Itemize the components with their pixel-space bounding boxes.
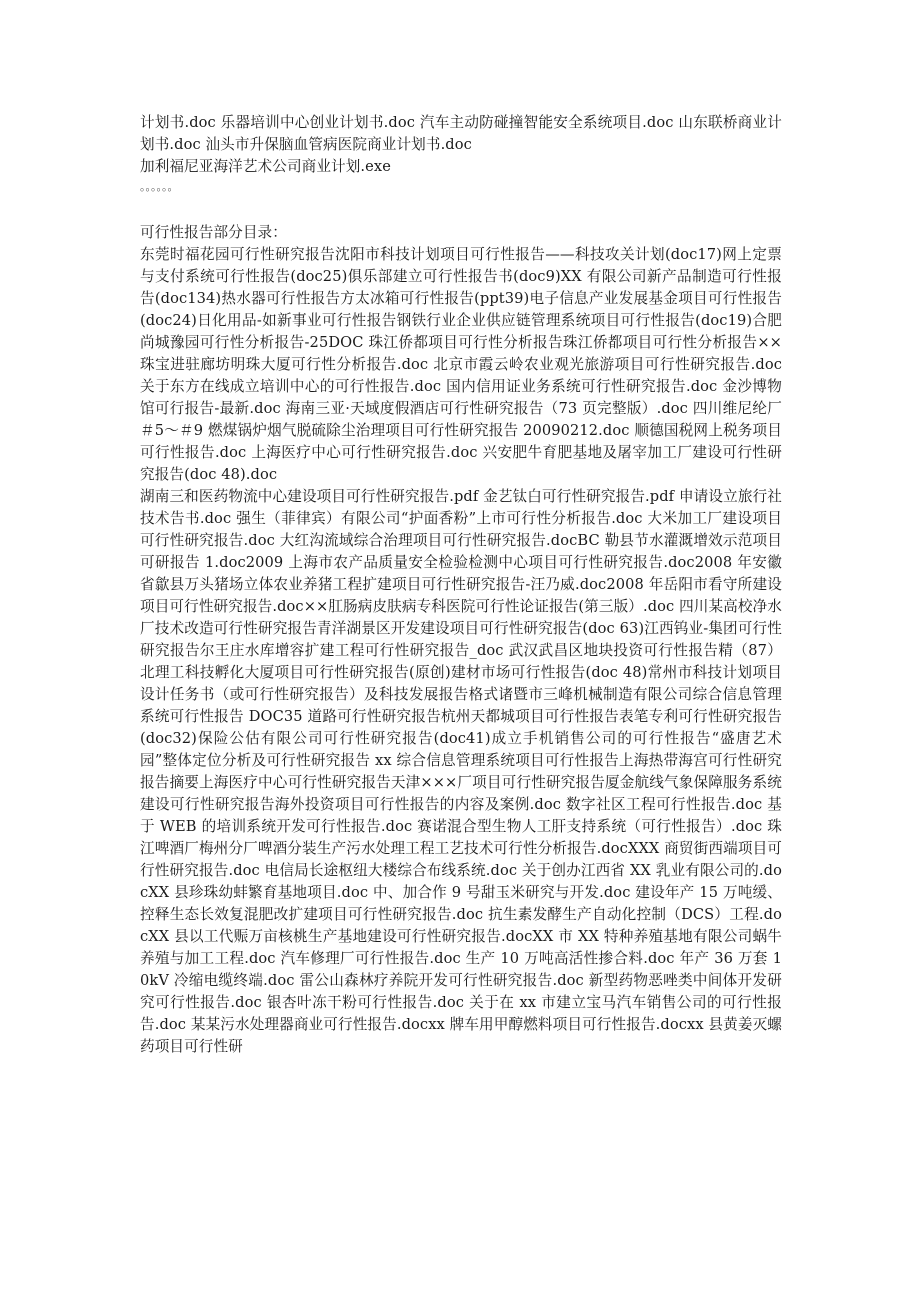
feasibility-report-list-2: 湖南三和医药物流中心建设项目可行性研究报告.pdf 金艺钛白可行性研究报告.pdf 申请设立旅行社技术告书.doc 强生（菲律宾）有限公司“护面香粉”上市可行性分析报告.doc 大米加工厂建设项目可行性研究报告.doc 大红沟流域综合治理项目可行性研究报告.docBC 勒县节水灌溉增效示范项目可研报告 1.doc2009 上海市农产品质量安全检验检测中心项目可行性研究报告.doc2008 年安徽省歙县万头猪场立体农业养猪工程扩建项目可行性研究报告-汪乃威.doc2008 年岳阳市看守所建设项目可行性研究报告.doc××肛肠病皮肤病专科医院可行性论证报告(第三版）.doc 四川某高校净水厂技术改造可行性研究报告青洋湖景区开发建设项目可行性研究报告(doc 63)江西钨业-集团可行性研究报告尔王庄水库增容扩建工程可行性研究报告_doc 武汉武昌区地块投资可行性报告精（87）北理工科技孵化大厦项目可行性研究报告(原创)建材市场可行性报告(doc 48)常州市科技计划项目设计任务书（或可行性研究报告）及科技发展报告格式诸暨市三峰机械制造有限公司综合信息管理系统可行性报告 DOC35 道路可行性研究报告杭州天都城项目可行性报告表笔专利可行性研究报告(doc32)保险公估有限公司可行性研究报告(doc41)成立手机销售公司的可行性报告“盛唐艺术园”整体定位分析及可行性研究报告 xx 综合信息管理系统项目可行性报告上海热带海宫可行性研究报告摘要上海医疗中心可行性研究报告天津×××厂项目可行性研究报告厦金航线气象保障服务系统建设可行性研究报告海外投资项目可行性报告的内容及案例.doc 数字社区工程可行性报告.doc 基于 WEB 的培训系统开发可行性报告.doc 赛诺混合型生物人工肝支持系统（可行性报告）.doc 珠江啤酒厂梅州分厂啤酒分装生产污水处理工程工艺技术可行性分析报告.docXXX 商贸街西端项目可行性研究报告.doc 电信局长途枢纽大楼综合布线系统.doc 关于创办江西省 XX 乳业有限公司的.docXX 县珍珠幼蚌繁育基地项目.doc 中、加合作 9 号甜玉米研究与开发.doc 建设年产 15 万吨缓、控释生态长效复混肥改扩建项目可行性研究报告.doc 抗生素发酵生产自动化控制（DCS）工程.docXX 县以工代赈万亩核桃生产基地建设可行性研究报告.docXX 市 XX 特种养殖基地有限公司蜗牛养殖与加工工程.doc 汽车修理厂可行性报告.doc 生产 10 万吨高活性掺合料.doc 年产 36 万套 10kV 冷缩电缆终端.doc 雷公山森林疗养院开发可行性研究报告.doc 新型药物恶唑类中间体开发研究可行性报告.doc 银杏叶冻干粉可行性报告.doc 关于在 xx 市建立宝马汽车销售公司的可行性报告.doc 某某污水处理器商业可行性报告.docxx 牌车用甲醇燃料项目可行性报告.docxx 县黄姜灭螺药项目可行性研	[140, 488, 782, 1055]
business-plan-list-line-2: 加利福尼亚海洋艺术公司商业计划.exe	[140, 158, 391, 175]
section-heading: 可行性报告部分目录：	[140, 224, 287, 241]
feasibility-report-list-1: 东莞时福花园可行性研究报告沈阳市科技计划项目可行性报告——科技攻关计划(doc17)网上定票与支付系统可行性报告(doc25)俱乐部建立可行性报告书(doc9)XX 有限公司新产品制造可行性报告(doc134)热水器可行性报告方太冰箱可行性报告(ppt39)电子信息产业发展基金项目可行性报告(doc24)日化用品-如新事业可行性报告钢铁行业企业供应链管理系统项目可行性报告(doc19)合肥尚城豫园可行性分析报告-25DOC 珠江侨都项目可行性分析报告珠江侨都项目可行性分析报告××珠宝进驻廊坊明珠大厦可行性分析报告.doc 北京市霞云岭农业观光旅游项目可行性研究报告.doc 关于东方在线成立培训中心的可行性报告.doc 国内信用证业务系统可行性研究报告.doc 金沙博物馆可行报告-最新.doc 海南三亚·天域度假酒店可行性研究报告（73 页完整版）.doc 四川维尼纶厂＃5～＃9 燃煤锅炉烟气脱硫除尘治理项目可行性研究报告 20090212.doc 顺德国税网上税务项目可行性报告.doc 上海医疗中心可行性研究报告.doc 兴安肥牛育肥基地及屠宰加工厂建设可行性研究报告(doc 48).doc	[140, 246, 782, 483]
document-page	[140, 112, 782, 1058]
paragraph-gap	[140, 196, 782, 222]
ellipsis-dots: 。。。。。。	[140, 180, 179, 193]
business-plan-list-line: 计划书.doc 乐器培训中心创业计划书.doc 汽车主动防碰撞智能安全系统项目.doc 山东联桥商业计划书.doc 汕头市升保脑血管病医院商业计划书.doc	[140, 114, 782, 153]
